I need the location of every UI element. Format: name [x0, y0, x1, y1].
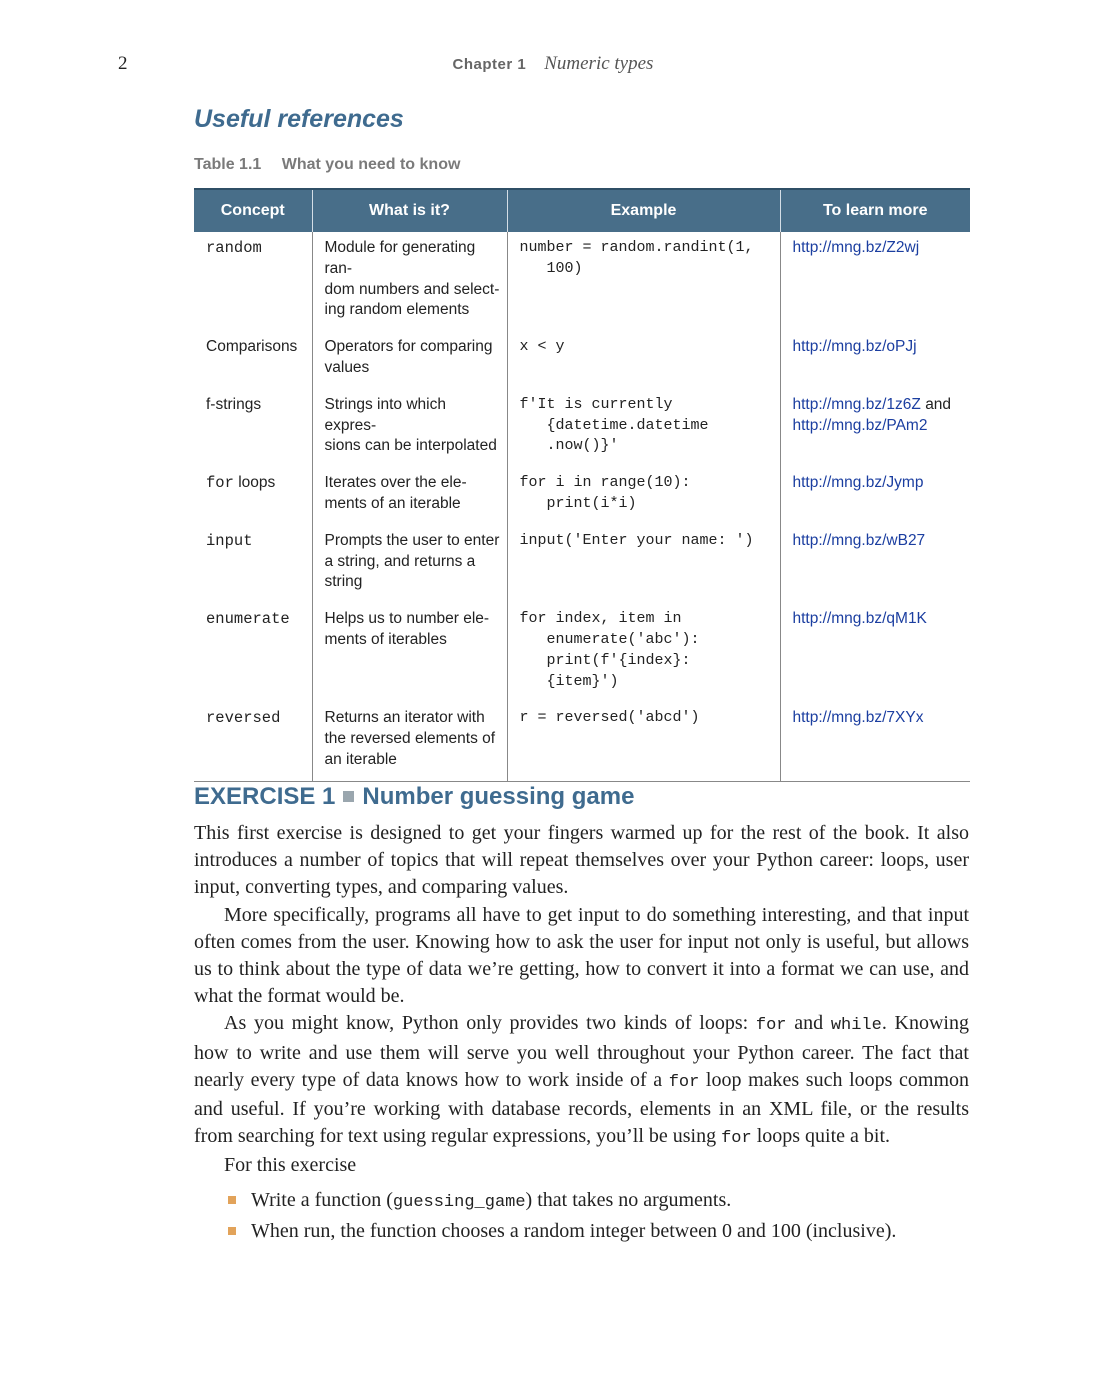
cell-example: input('Enter your name: ') — [507, 525, 780, 603]
concept-name: Comparisons — [206, 338, 298, 356]
column-header-learn-more: To learn more — [780, 189, 970, 232]
cell-description: Strings into which expres- sions can be interpolated — [312, 389, 507, 467]
cell-links — [780, 232, 970, 331]
column-header-example: Example — [507, 189, 780, 232]
body-text — [194, 820, 969, 1246]
inline-code-for: for — [755, 1016, 787, 1036]
table-row — [194, 232, 970, 331]
reference-link[interactable]: http://mng.bz/7XYx — [792, 709, 924, 727]
exercise-heading — [194, 783, 634, 811]
cell-concept — [194, 467, 312, 525]
reference-link[interactable]: http://mng.bz/Jymp — [792, 474, 924, 492]
cell-example: f'It is currently {datetime.datetime .now()}' — [507, 389, 780, 467]
inline-code-for: for — [668, 1072, 700, 1092]
cell-concept — [194, 702, 312, 781]
page-number: 2 — [118, 53, 128, 74]
column-header-concept: Concept — [194, 189, 312, 232]
bullet-text-1: Write a function ( — [251, 1188, 393, 1211]
list-item — [194, 1186, 969, 1217]
table-row — [194, 389, 970, 467]
reference-link[interactable]: http://mng.bz/Z2wj — [792, 239, 920, 256]
table-row — [194, 603, 970, 702]
running-head — [0, 53, 1106, 75]
cell-concept — [194, 603, 312, 702]
cell-description: Helps us to number ele- ments of iterables — [312, 603, 507, 702]
table-row — [194, 525, 970, 603]
bullet-square-icon — [228, 1196, 236, 1204]
cell-example: for index, item in enumerate('abc'): print(f'{index}: {item}') — [507, 603, 780, 702]
exercise-label: EXERCISE 1 — [194, 783, 336, 810]
reference-table — [194, 188, 970, 782]
table-row — [194, 331, 970, 389]
list-item — [194, 1217, 969, 1246]
cell-links — [780, 525, 970, 603]
concept-name: for — [206, 474, 234, 493]
section-heading: Useful references — [194, 105, 404, 133]
table-row — [194, 467, 970, 525]
cell-description: Returns an iterator with the reversed elements of an iterable — [312, 702, 507, 781]
table-header-row — [194, 189, 970, 232]
reference-link[interactable]: http://mng.bz/PAm2 — [792, 416, 928, 434]
inline-code-guessing-game: guessing_game — [392, 1192, 526, 1212]
cell-links — [780, 389, 970, 467]
reference-link[interactable]: http://mng.bz/qM1K — [792, 610, 927, 628]
link-joiner: and — [925, 395, 952, 413]
chapter-title: Numeric types — [544, 53, 654, 74]
inline-code-for: for — [721, 1129, 752, 1149]
table-caption — [194, 156, 460, 174]
paragraph-loops — [194, 1010, 969, 1152]
loops-text-1: As you might know, Python only provides two kinds of loops: — [224, 1012, 756, 1035]
reference-link[interactable]: http://mng.bz/wB27 — [792, 531, 926, 549]
exercise-title: Number guessing game — [362, 783, 635, 810]
loops-text-5: loops quite a bit. — [751, 1125, 891, 1148]
bullet-text-1b: ) that takes no arguments. — [525, 1188, 732, 1211]
cell-example: number = random.randint(1, 100) — [507, 232, 780, 331]
cell-description: Prompts the user to enter a string, and returns a string — [312, 525, 507, 603]
inline-code-while: while — [830, 1016, 882, 1036]
column-header-what-is-it: What is it? — [312, 189, 507, 232]
bullet-text-2: When run, the function chooses a random integer between 0 and 100 (inclusive). — [251, 1219, 897, 1242]
bullet-square-icon — [228, 1227, 236, 1235]
paragraph-intro: This first exercise is designed to get your fingers warmed up for the rest of the book. It also introduces a number of topics that will repeat themselves over your Python career: loops, user input, converting types, and comparing values. — [194, 822, 969, 899]
table-caption-number: Table 1.1 — [194, 156, 262, 173]
concept-name: random — [206, 239, 262, 257]
cell-concept — [194, 389, 312, 467]
concept-name: enumerate — [206, 610, 290, 629]
cell-description: Iterates over the ele- ments of an iterable — [312, 467, 507, 525]
loops-text-2: and — [786, 1012, 831, 1035]
requirements-list — [194, 1186, 969, 1246]
concept-name: reversed — [206, 709, 281, 728]
paragraph-input: More specifically, programs all have to get input to do something interesting, and that input often comes from the user. Knowing how to ask the user for input not only is useful, but allows us to think about the type of data we’re getting, how to convert it into a format we can use, and what the format would be. — [194, 903, 969, 1008]
cell-description: Module for generating ran- dom numbers and select- ing random elements — [312, 232, 507, 331]
concept-suffix: loops — [233, 474, 276, 492]
cell-example: for i in range(10): print(i*i) — [507, 467, 780, 525]
table-caption-text: What you need to know — [281, 156, 461, 173]
chapter-label: Chapter 1 — [452, 56, 527, 73]
loops-text-4: loop makes such loops common and useful. If you’re working with database records, elements in an XML file, or the results from searching for text using regular expressions, you’ll be using — [194, 1068, 970, 1148]
concept-name: input — [206, 531, 253, 550]
table-row — [194, 702, 970, 781]
cell-links — [780, 603, 970, 702]
cell-concept — [194, 331, 312, 389]
reference-link[interactable]: http://mng.bz/oPJj — [792, 338, 917, 356]
cell-concept — [194, 232, 312, 331]
cell-concept — [194, 525, 312, 603]
concept-name: f-strings — [206, 395, 262, 413]
cell-example: x < y — [507, 331, 780, 389]
loops-text-3: . Knowing how to write and use them will serve you well throughout your Python career. The fact that nearly every type of data knows how to work inside of a — [194, 1012, 969, 1091]
reference-link[interactable]: http://mng.bz/1z6Z — [792, 395, 921, 413]
cell-links — [780, 331, 970, 389]
cell-example: r = reversed('abcd') — [507, 702, 780, 781]
cell-links — [780, 702, 970, 781]
cell-description: Operators for comparing values — [312, 331, 507, 389]
cell-links — [780, 467, 970, 525]
table-body — [194, 232, 970, 781]
heading-separator-square — [343, 791, 354, 802]
paragraph-exercise-lead: For this exercise — [224, 1154, 357, 1177]
